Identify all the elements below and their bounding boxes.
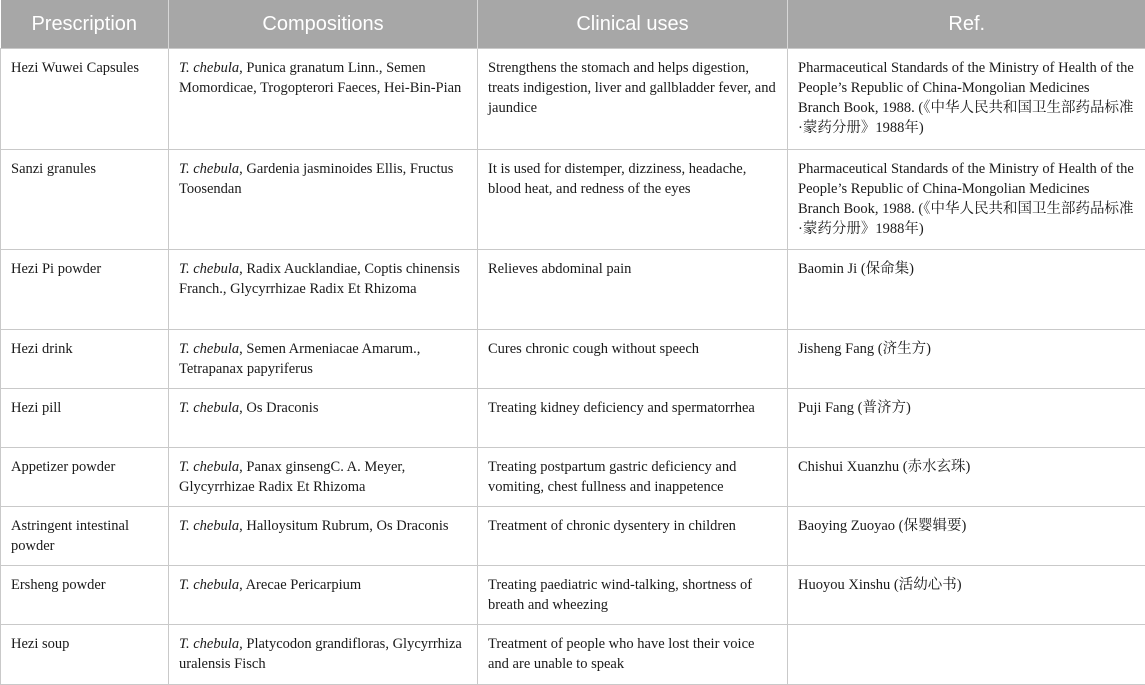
cell-ref: Jisheng Fang (济生方) [788, 330, 1145, 389]
compositions-text: , Punica granatum Linn., Semen Momordicae, Trogopterori Faeces, Hei-Bin-Pian [179, 60, 461, 96]
species-name: T. chebula, [179, 636, 243, 652]
cell-clinical-uses: Treating kidney deficiency and spermatorrhea [478, 389, 788, 448]
cell-compositions [169, 448, 478, 507]
header-ref: Ref. [788, 0, 1145, 49]
table-row [1, 150, 1145, 250]
species-name: T. chebula [179, 518, 239, 534]
cell-prescription: Hezi Pi powder [1, 250, 169, 330]
header-compositions: Compositions [169, 0, 478, 49]
cell-prescription: Ersheng powder [1, 566, 169, 625]
species-name: T. chebula [179, 341, 239, 357]
table-row [1, 507, 1145, 566]
header-prescription: Prescription [1, 0, 169, 49]
compositions-text: Platycodon grandifloras, Glycyrrhiza uralensis Fisch [179, 636, 462, 672]
cell-clinical-uses: Cures chronic cough without speech [478, 330, 788, 389]
cell-clinical-uses: Strengthens the stomach and helps digestion, treats indigestion, liver and gallbladder fever, and jaundice [478, 49, 788, 150]
compositions-text: , Os Draconis [239, 400, 318, 416]
species-name: T. chebula [179, 577, 239, 593]
cell-ref: Pharmaceutical Standards of the Ministry of Health of the People’s Republic of China-Mongolian Medicines Branch Book, 1988. (《中华人民共和国卫生部药品标准·蒙药分册》1988年) [788, 49, 1145, 150]
cell-prescription: Hezi soup [1, 625, 169, 685]
cell-clinical-uses: Treatment of chronic dysentery in children [478, 507, 788, 566]
compositions-text: , Arecae Pericarpium [239, 577, 361, 593]
cell-prescription: Hezi Wuwei Capsules [1, 49, 169, 150]
table-row [1, 448, 1145, 507]
cell-compositions [169, 389, 478, 448]
cell-compositions [169, 507, 478, 566]
cell-ref: Puji Fang (普济方) [788, 389, 1145, 448]
cell-ref: Pharmaceutical Standards of the Ministry of Health of the People’s Republic of China-Mongolian Medicines Branch Book, 1988. (《中华人民共和国卫生部药品标准·蒙药分册》1988年) [788, 150, 1145, 250]
cell-ref: Baoying Zuoyao (保婴辑要) [788, 507, 1145, 566]
compositions-text: , Panax ginsengC. A. Meyer, Glycyrrhizae Radix Et Rhizoma [179, 459, 405, 495]
table-header [1, 0, 1145, 49]
cell-ref: Chishui Xuanzhu (赤水玄珠) [788, 448, 1145, 507]
cell-ref: Huoyou Xinshu (活幼心书) [788, 566, 1145, 625]
compositions-text: , Halloysitum Rubrum, Os Draconis [239, 518, 448, 534]
cell-compositions [169, 625, 478, 685]
table-row [1, 566, 1145, 625]
species-name: T. chebula [179, 400, 239, 416]
table-row [1, 389, 1145, 448]
cell-prescription: Astringent intestinal powder [1, 507, 169, 566]
cell-prescription: Sanzi granules [1, 150, 169, 250]
table-row [1, 625, 1145, 685]
header-row [1, 0, 1145, 49]
species-name: T. chebula [179, 459, 239, 475]
cell-ref: Baomin Ji (保命集) [788, 250, 1145, 330]
cell-clinical-uses: Treating postpartum gastric deficiency and vomiting, chest fullness and inappetence [478, 448, 788, 507]
table-row [1, 49, 1145, 150]
table-row [1, 250, 1145, 330]
compositions-text: , Radix Aucklandiae, Coptis chinensis Franch., Glycyrrhizae Radix Et Rhizoma [179, 261, 460, 297]
species-name: T. chebula [179, 60, 239, 76]
cell-clinical-uses: Treatment of people who have lost their voice and are unable to speak [478, 625, 788, 685]
table-body [1, 49, 1145, 685]
table-row [1, 330, 1145, 389]
cell-prescription: Hezi pill [1, 389, 169, 448]
species-name: T. chebula [179, 261, 239, 277]
cell-compositions [169, 566, 478, 625]
cell-compositions [169, 250, 478, 330]
compositions-text: , Semen Armeniacae Amarum., Tetrapanax papyriferus [179, 341, 420, 377]
cell-clinical-uses: Relieves abdominal pain [478, 250, 788, 330]
cell-prescription: Appetizer powder [1, 448, 169, 507]
cell-compositions [169, 330, 478, 389]
cell-prescription: Hezi drink [1, 330, 169, 389]
cell-compositions [169, 150, 478, 250]
cell-clinical-uses: Treating paediatric wind-talking, shortness of breath and wheezing [478, 566, 788, 625]
species-name: T. chebula [179, 161, 239, 177]
cell-compositions [169, 49, 478, 150]
compositions-text: , Gardenia jasminoides Ellis, Fructus Toosendan [179, 161, 453, 197]
cell-clinical-uses: It is used for distemper, dizziness, headache, blood heat, and redness of the eyes [478, 150, 788, 250]
cell-ref [788, 625, 1145, 685]
header-clinical-uses: Clinical uses [478, 0, 788, 49]
